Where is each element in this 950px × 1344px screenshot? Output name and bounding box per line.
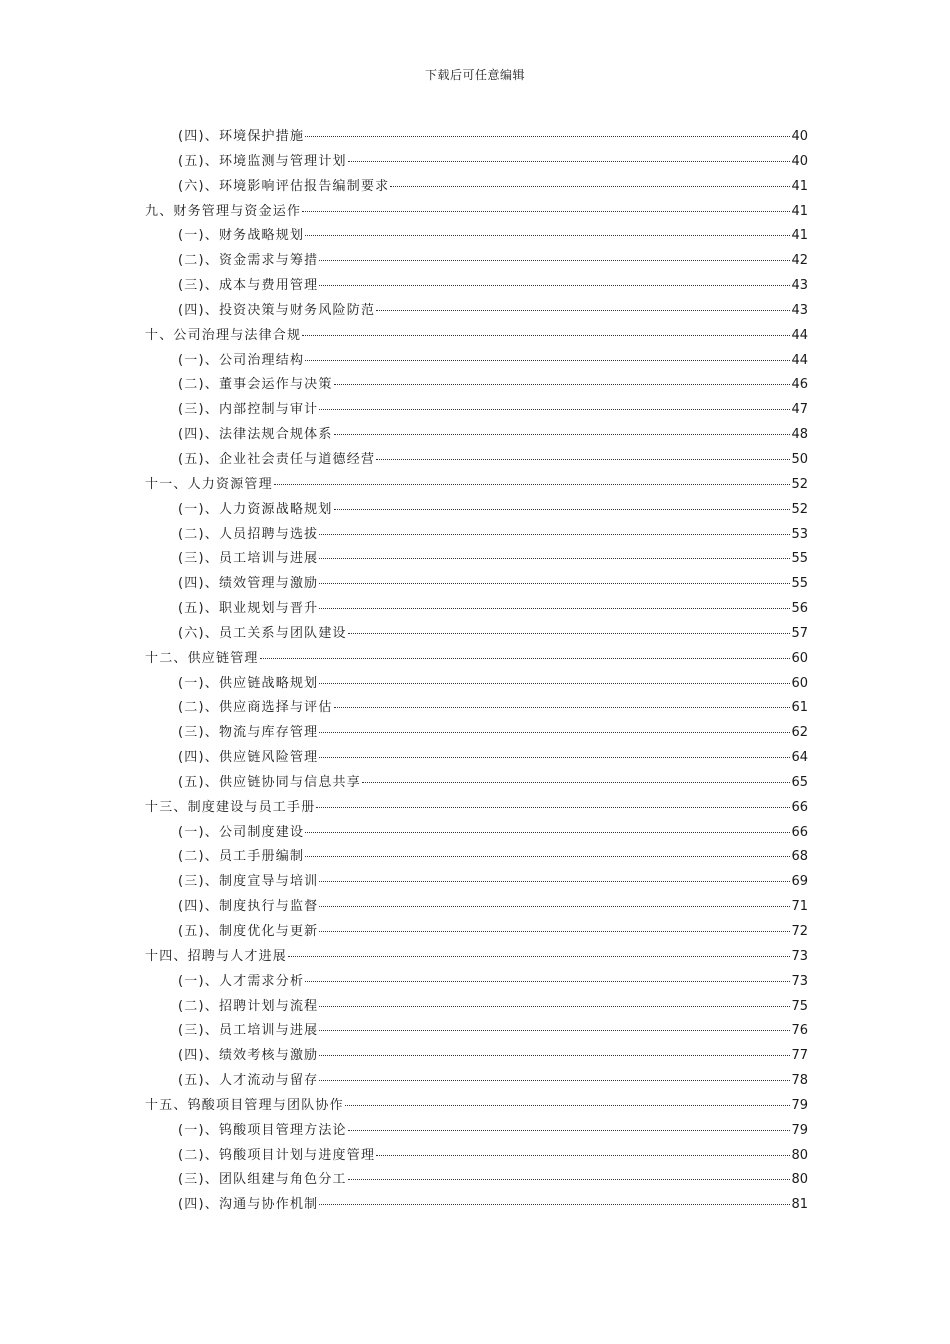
toc-page-number: 44 (791, 352, 808, 368)
toc-dot-leader (376, 459, 790, 460)
toc-page-number: 40 (791, 153, 808, 169)
toc-entry-title: (一)、钨酸项目管理方法论 (178, 1122, 347, 1138)
toc-entry-title: (一)、财务战略规划 (178, 228, 305, 244)
toc-entry-title: 十一、人力资源管理 (145, 476, 273, 492)
toc-page-number: 41 (791, 203, 808, 219)
toc-section-entry[interactable] (145, 249, 808, 274)
toc-page-number: 71 (791, 899, 808, 915)
toc-dot-leader (319, 1030, 790, 1031)
toc-entry-title: (三)、员工培训与进展 (178, 1023, 319, 1039)
toc-entry-title: (一)、供应链战略规划 (178, 675, 319, 691)
toc-section-entry[interactable] (145, 1019, 808, 1044)
toc-chapter-entry[interactable] (145, 796, 808, 821)
toc-page-number: 55 (791, 551, 808, 567)
toc-page-number: 62 (791, 725, 808, 741)
toc-entry-title: (二)、供应商选择与评估 (178, 700, 333, 716)
toc-dot-leader (345, 1105, 791, 1106)
toc-entry-title: (四)、制度执行与监督 (178, 899, 319, 915)
toc-chapter-entry[interactable] (145, 1094, 808, 1119)
toc-section-entry[interactable] (145, 622, 808, 647)
toc-section-entry[interactable] (145, 1069, 808, 1094)
toc-dot-leader (319, 583, 790, 584)
toc-section-entry[interactable] (145, 970, 808, 995)
toc-dot-leader (319, 1006, 790, 1007)
toc-chapter-entry[interactable] (145, 200, 808, 225)
toc-page-number: 69 (791, 874, 808, 890)
toc-entry-title: (四)、绩效考核与激励 (178, 1048, 319, 1064)
toc-dot-leader (319, 757, 790, 758)
toc-entry-title: (一)、公司制度建设 (178, 824, 305, 840)
toc-section-entry[interactable] (145, 299, 808, 324)
toc-page-number: 60 (791, 675, 808, 691)
toc-chapter-entry[interactable] (145, 324, 808, 349)
toc-entry-title: (四)、法律法规合规体系 (178, 427, 333, 443)
toc-dot-leader (305, 832, 790, 833)
toc-page-number: 53 (791, 526, 808, 542)
toc-section-entry[interactable] (145, 1119, 808, 1144)
toc-page-number: 43 (791, 278, 808, 294)
toc-entry-title: (二)、董事会运作与决策 (178, 377, 333, 393)
toc-page-number: 55 (791, 576, 808, 592)
toc-dot-leader (305, 235, 790, 236)
toc-section-entry[interactable] (145, 1044, 808, 1069)
toc-dot-leader (274, 484, 791, 485)
toc-entry-title: (三)、成本与费用管理 (178, 278, 319, 294)
toc-dot-leader (288, 956, 790, 957)
toc-page-number: 80 (791, 1172, 808, 1188)
toc-dot-leader (319, 534, 790, 535)
toc-chapter-entry[interactable] (145, 647, 808, 672)
toc-entry-title: (二)、招聘计划与流程 (178, 998, 319, 1014)
toc-entry-title: (四)、环境保护措施 (178, 129, 305, 144)
toc-dot-leader (302, 211, 790, 212)
toc-entry-title: (四)、沟通与协作机制 (178, 1197, 319, 1213)
toc-dot-leader (260, 658, 791, 659)
toc-dot-leader (319, 409, 790, 410)
toc-entry-title: (一)、人力资源战略规划 (178, 501, 333, 517)
toc-dot-leader (348, 633, 791, 634)
toc-section-entry[interactable] (145, 721, 808, 746)
toc-page-number: 40 (791, 129, 808, 144)
toc-entry-title: (五)、供应链协同与信息共享 (178, 774, 361, 790)
toc-entry-title: (三)、团队组建与角色分工 (178, 1172, 347, 1188)
table-of-contents (145, 125, 808, 1218)
toc-entry-title: (二)、人员招聘与选拔 (178, 526, 319, 542)
toc-dot-leader (319, 608, 790, 609)
toc-section-entry[interactable] (145, 1193, 808, 1218)
toc-page-number: 60 (791, 650, 808, 666)
toc-dot-leader (319, 558, 790, 559)
toc-entry-title: 十二、供应链管理 (145, 650, 259, 666)
toc-section-entry[interactable] (145, 746, 808, 771)
toc-entry-title: (三)、员工培训与进展 (178, 551, 319, 567)
toc-section-entry[interactable] (145, 696, 808, 721)
toc-dot-leader (334, 384, 791, 385)
toc-entry-title: (四)、投资决策与财务风险防范 (178, 302, 376, 318)
toc-page-number: 66 (791, 799, 808, 815)
toc-dot-leader (305, 360, 790, 361)
toc-page-number: 80 (791, 1147, 808, 1163)
toc-dot-leader (305, 981, 790, 982)
toc-page-number: 47 (791, 402, 808, 418)
toc-dot-leader (334, 707, 791, 708)
toc-entry-title: (四)、供应链风险管理 (178, 750, 319, 766)
toc-dot-leader (316, 807, 790, 808)
toc-section-entry[interactable] (145, 175, 808, 200)
toc-section-entry[interactable] (145, 895, 808, 920)
toc-dot-leader (319, 1080, 790, 1081)
toc-page-number: 66 (791, 824, 808, 840)
toc-section-entry[interactable] (145, 771, 808, 796)
toc-section-entry[interactable] (145, 523, 808, 548)
toc-dot-leader (362, 782, 791, 783)
toc-section-entry[interactable] (145, 672, 808, 697)
toc-dot-leader (319, 881, 790, 882)
toc-chapter-entry[interactable] (145, 473, 808, 498)
toc-dot-leader (376, 310, 790, 311)
toc-dot-leader (334, 509, 791, 510)
toc-page-number: 52 (791, 476, 808, 492)
toc-page-number: 56 (791, 601, 808, 617)
toc-page-number: 57 (791, 625, 808, 641)
toc-page-number: 48 (791, 427, 808, 443)
toc-page-number: 52 (791, 501, 808, 517)
toc-page-number: 46 (791, 377, 808, 393)
toc-dot-leader (390, 186, 790, 187)
toc-section-entry[interactable] (145, 845, 808, 870)
toc-entry-title: 十、公司治理与法律合规 (145, 327, 302, 343)
toc-page-number: 78 (791, 1073, 808, 1089)
toc-page-number: 68 (791, 849, 808, 865)
toc-page-number: 81 (791, 1197, 808, 1213)
toc-section-entry[interactable] (145, 995, 808, 1020)
toc-dot-leader (319, 285, 790, 286)
page-header: 下载后可任意编辑 (424, 68, 525, 82)
toc-section-entry[interactable] (145, 547, 808, 572)
toc-section-entry[interactable] (145, 398, 808, 423)
toc-dot-leader (334, 434, 791, 435)
toc-dot-leader (319, 931, 790, 932)
toc-section-entry[interactable] (145, 224, 808, 249)
toc-page-number: 76 (791, 1023, 808, 1039)
toc-entry-title: (六)、环境影响评估报告编制要求 (178, 178, 390, 194)
toc-page-number: 41 (791, 228, 808, 244)
toc-page-number: 73 (791, 948, 808, 964)
toc-section-entry[interactable] (145, 821, 808, 846)
toc-entry-title: (二)、资金需求与筹措 (178, 253, 319, 269)
toc-dot-leader (319, 906, 790, 907)
toc-page-number: 72 (791, 924, 808, 939)
toc-dot-leader (319, 260, 790, 261)
toc-page-number: 43 (791, 302, 808, 318)
toc-entry-title: (五)、环境监测与管理计划 (178, 153, 347, 169)
toc-dot-leader (305, 136, 790, 137)
toc-dot-leader (348, 1130, 791, 1131)
toc-entry-title: (一)、人才需求分析 (178, 973, 305, 989)
toc-page-number: 41 (791, 178, 808, 194)
toc-page-number: 79 (791, 1097, 808, 1113)
toc-entry-title: (六)、员工关系与团队建设 (178, 625, 347, 641)
toc-page-number: 75 (791, 998, 808, 1014)
toc-section-entry[interactable] (145, 448, 808, 473)
toc-section-entry[interactable] (145, 423, 808, 448)
toc-page-number: 50 (791, 451, 808, 467)
toc-entry-title: (五)、制度优化与更新 (178, 924, 319, 939)
toc-page-number: 73 (791, 973, 808, 989)
toc-page-number: 61 (791, 700, 808, 716)
toc-entry-title: (三)、制度宣导与培训 (178, 874, 319, 890)
toc-entry-title: (五)、人才流动与留存 (178, 1073, 319, 1089)
toc-page-number: 64 (791, 750, 808, 766)
toc-dot-leader (319, 683, 790, 684)
toc-section-entry[interactable] (145, 349, 808, 374)
toc-dot-leader (319, 732, 790, 733)
toc-section-entry[interactable] (145, 597, 808, 622)
toc-dot-leader (376, 1155, 790, 1156)
toc-section-entry[interactable] (145, 373, 808, 398)
toc-entry-title: (五)、职业规划与晋升 (178, 601, 319, 617)
toc-entry-title: (四)、绩效管理与激励 (178, 576, 319, 592)
toc-section-entry[interactable] (145, 498, 808, 523)
toc-entry-title: (二)、员工手册编制 (178, 849, 305, 865)
toc-section-entry[interactable] (145, 870, 808, 895)
toc-dot-leader (302, 335, 790, 336)
toc-dot-leader (348, 161, 791, 162)
toc-page-number: 79 (791, 1122, 808, 1138)
toc-entry-title: (五)、企业社会责任与道德经营 (178, 451, 376, 467)
toc-dot-leader (319, 1055, 790, 1056)
toc-section-entry[interactable] (145, 125, 808, 150)
toc-entry-title: (三)、内部控制与审计 (178, 402, 319, 418)
toc-chapter-entry[interactable] (145, 945, 808, 970)
toc-entry-title: 十五、钨酸项目管理与团队协作 (145, 1097, 344, 1113)
toc-section-entry[interactable] (145, 572, 808, 597)
toc-dot-leader (319, 1204, 790, 1205)
toc-entry-title: 十三、制度建设与员工手册 (145, 799, 316, 815)
toc-page-number: 44 (791, 327, 808, 343)
toc-section-entry[interactable] (145, 274, 808, 299)
toc-entry-title: 九、财务管理与资金运作 (145, 203, 302, 219)
toc-entry-title: (二)、钨酸项目计划与进度管理 (178, 1147, 376, 1163)
toc-dot-leader (348, 1179, 791, 1180)
toc-entry-title: (一)、公司治理结构 (178, 352, 305, 368)
toc-section-entry[interactable] (145, 1144, 808, 1169)
toc-section-entry[interactable] (145, 150, 808, 175)
toc-section-entry[interactable] (145, 1168, 808, 1193)
toc-dot-leader (305, 856, 790, 857)
toc-page-number: 65 (791, 774, 808, 790)
toc-entry-title: 十四、招聘与人才进展 (145, 948, 288, 964)
toc-page-number: 42 (791, 253, 808, 269)
toc-section-entry[interactable] (145, 920, 808, 945)
toc-page-number: 77 (791, 1048, 808, 1064)
toc-entry-title: (三)、物流与库存管理 (178, 725, 319, 741)
